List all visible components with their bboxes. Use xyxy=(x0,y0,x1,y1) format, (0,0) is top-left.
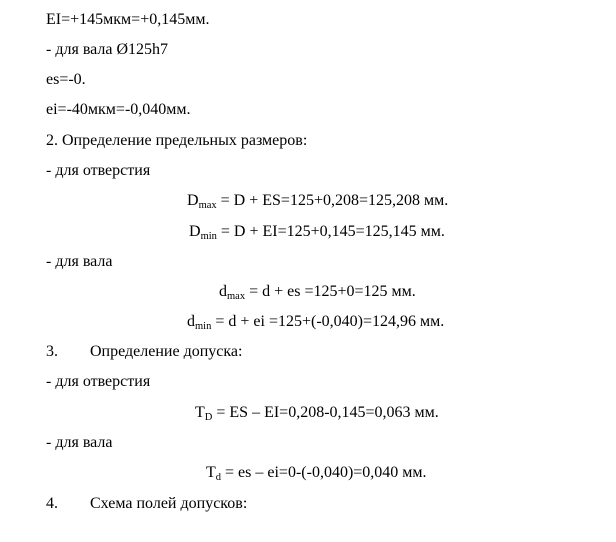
section-title: Схема полей допусков: xyxy=(90,495,248,512)
formula-var: T xyxy=(206,464,216,481)
formula-dmax-hole xyxy=(187,191,448,211)
formula-sub: max xyxy=(227,291,246,302)
formula-dmin-hole xyxy=(189,222,445,242)
formula-td-shaft xyxy=(206,463,427,483)
section-3-heading xyxy=(46,342,242,362)
formula-sub: min xyxy=(200,231,217,242)
section-4-heading xyxy=(46,494,247,514)
formula-expr: = d + es =125+0=125 мм. xyxy=(245,283,416,300)
formula-var: D xyxy=(189,223,201,240)
formula-expr: = es – ei=0-(-0,040)=0,040 мм. xyxy=(221,464,427,481)
formula-dmax-shaft xyxy=(219,282,416,302)
formula-sub: D xyxy=(204,412,213,423)
formula-expr: = D + ES=125+0,208=125,208 мм. xyxy=(216,192,449,209)
section-title: Определение допуска: xyxy=(90,343,243,360)
section-number: 3. xyxy=(46,343,58,360)
formula-var: d xyxy=(219,283,227,300)
formula-td-hole xyxy=(195,403,439,423)
formula-dmin-shaft xyxy=(187,312,444,332)
formula-expr: = D + EI=125+0,145=125,145 мм. xyxy=(216,223,445,240)
shaft-label-2: - для вала xyxy=(46,434,113,451)
es-shaft-text: es=-0. xyxy=(46,71,86,88)
shaft-heading: - для вала Ø125h7 xyxy=(46,41,169,58)
formula-sub: max xyxy=(198,200,217,211)
hole-label-2: - для отверстия xyxy=(46,373,151,390)
formula-var: d xyxy=(187,313,195,330)
shaft-label-1: - для вала xyxy=(46,253,113,270)
formula-sub: d xyxy=(215,472,222,483)
formula-var: T xyxy=(195,404,205,421)
section-2-heading: 2. Определение предельных размеров: xyxy=(46,132,308,149)
ei-shaft-text: ei=-40мкм=-0,040мм. xyxy=(46,101,191,118)
section-number: 4. xyxy=(46,495,58,512)
formula-expr: = d + ei =125+(-0,040)=124,96 мм. xyxy=(211,313,445,330)
ei-hole-text: EI=+145мкм=+0,145мм. xyxy=(46,11,210,28)
formula-var: D xyxy=(187,192,199,209)
formula-sub: min xyxy=(195,321,212,332)
hole-label-1: - для отверстия xyxy=(46,162,151,179)
formula-expr: = ES – EI=0,208-0,145=0,063 мм. xyxy=(212,404,439,421)
